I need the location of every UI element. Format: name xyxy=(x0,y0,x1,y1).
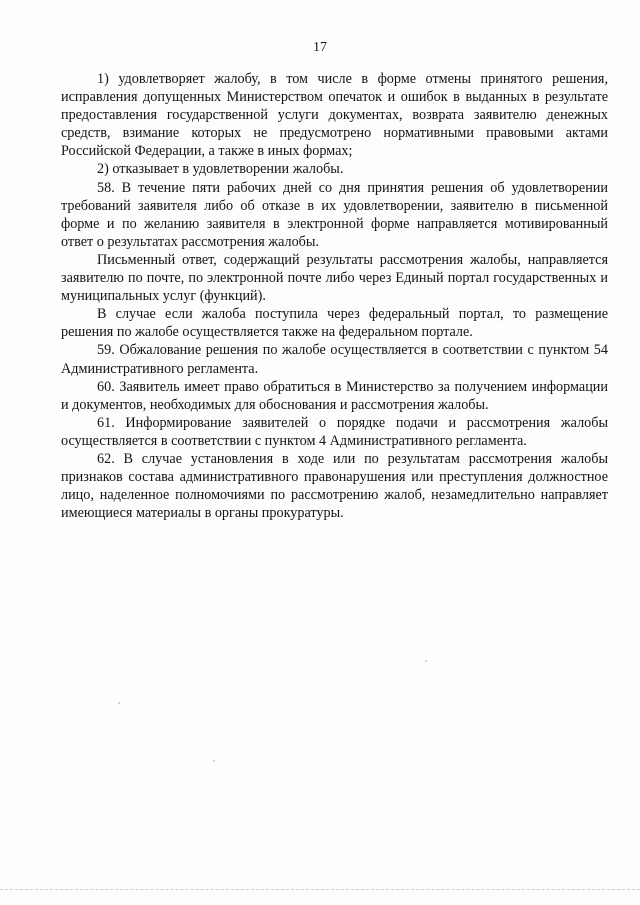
paragraph-clause-59: 59. Обжалование решения по жалобе осуществляется в соответствии с пунктом 54 Административного регламента. xyxy=(61,342,608,377)
paragraph-clause-62: 62. В случае установления в ходе или по результатам рассмотрения жалобы признаков состава административного правонарушения или преступления должностное лицо, наделенное полномочиями по рассмотрению жалоб, незамедлительно направляет имеющиеся материалы в органы прокуратуры. xyxy=(61,450,608,522)
paragraph-federal-portal: В случае если жалоба поступила через федеральный портал, то размещение решения по жалобе осуществляется также на федеральном портале. xyxy=(61,306,608,341)
paragraph-written-response: Письменный ответ, содержащий результаты рассмотрения жалобы, направляется заявителю по почте, по электронной почте либо через Единый портал государственных и муниципальных услуг (функций). xyxy=(61,251,608,305)
scan-speck xyxy=(118,702,120,704)
scan-bottom-edge xyxy=(0,889,640,891)
paragraph-clause-60: 60. Заявитель имеет право обратиться в Министерство за получением информации и документов, необходимых для обоснования и рассмотрения жалобы. xyxy=(61,378,608,413)
paragraph-clause-58: 58. В течение пяти рабочих дней со дня принятия решения об удовлетворении требований заявителя либо об отказе в их удовлетворении, заявителю в письменной форме и по желанию заявителя в электронной форме направляется мотивированный ответ о результатах рассмотрения жалобы. xyxy=(61,179,608,250)
paragraph-item-1-satisfies-complaint: 1) удовлетворяет жалобу, в том числе в форме отмены принятого решения, исправления допущенных Министерством опечаток и ошибок в выданных в результате предоставления государственной услуги документах, возврата заявителю денежных средств, взимание которых не предусмотрено нормативными правовыми актами Российской Федерации, а также в иных формах; xyxy=(61,71,608,160)
scan-speck xyxy=(425,660,427,662)
paragraph-item-2-refuses-complaint: 2) отказывает в удовлетворении жалобы. xyxy=(97,161,344,178)
scan-speck xyxy=(213,760,215,762)
paragraph-clause-61: 61. Информирование заявителей о порядке подачи и рассмотрения жалобы осуществляется в соответствии с пунктом 4 Административного регламента. xyxy=(61,414,608,449)
page-number: 17 xyxy=(313,40,327,55)
document-body xyxy=(61,70,608,522)
